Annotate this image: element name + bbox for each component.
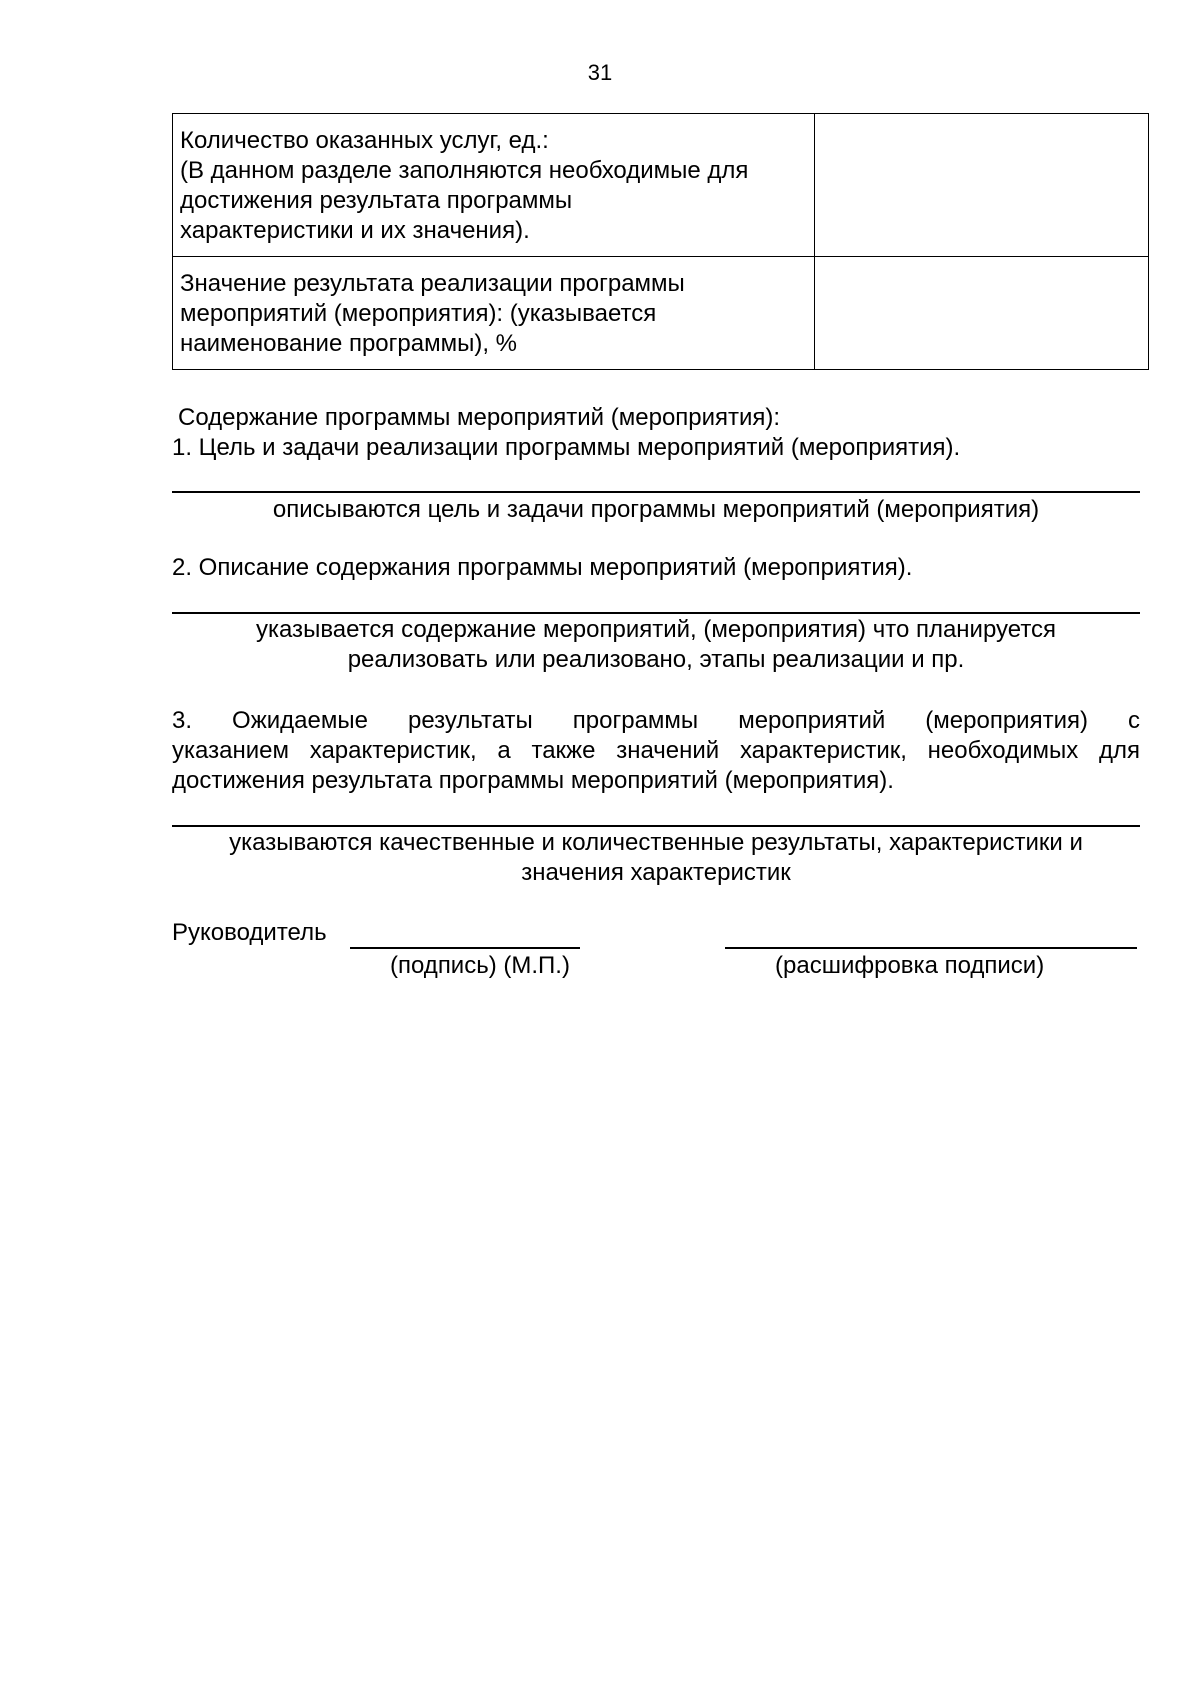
signature-label: Руководитель	[172, 919, 327, 946]
hint-line: указывается содержание мероприятий, (мероприятия) что планируется	[255, 616, 1057, 643]
signature-row	[172, 918, 1140, 952]
item1-fill-line[interactable]	[172, 491, 1140, 493]
hint-line: реализовать или реализовано, этапы реализации и пр.	[347, 646, 965, 673]
table-row	[173, 114, 1149, 257]
hint-line: значения характеристик	[521, 859, 791, 886]
item3-hint	[172, 828, 1140, 888]
signature-decoding-caption: (расшифровка подписи)	[775, 952, 1045, 979]
cell-text-line: Количество оказанных услуг, ед.:	[180, 127, 549, 154]
signature-line[interactable]	[350, 947, 580, 949]
item2-title: 2. Описание содержания программы мероприятий (мероприятия).	[172, 554, 913, 581]
hint-line: указываются качественные и количественные результаты, характеристики и	[229, 829, 1083, 856]
table-label-cell	[173, 257, 815, 370]
table-value-cell[interactable]	[815, 257, 1149, 370]
page-number: 31	[587, 60, 613, 85]
cell-text-line: достижения результата программы	[180, 187, 573, 214]
signature-decoding-line[interactable]	[725, 947, 1137, 949]
item3-title-line: достижения результата программы мероприятий (мероприятия).	[172, 767, 894, 794]
item1-hint: описываются цель и задачи программы мероприятий (мероприятия)	[272, 496, 1040, 523]
signature-caption: (подпись) (М.П.)	[390, 952, 570, 979]
table-row	[173, 257, 1149, 370]
cell-text-line: характеристики и их значения).	[180, 217, 530, 244]
item1-title: 1. Цель и задачи реализации программы мероприятий (мероприятия).	[172, 434, 961, 461]
indicators-table	[172, 113, 1149, 370]
cell-text-line: наименование программы), %	[180, 330, 518, 357]
cell-text-line: мероприятий (мероприятия): (указывается	[180, 300, 657, 327]
item3-title-line: 3. Ожидаемые результаты программы мероприятий (мероприятия) с	[172, 707, 1140, 734]
item3-fill-line[interactable]	[172, 825, 1140, 827]
item2-hint	[172, 615, 1140, 675]
cell-text-line: Значение результата реализации программы	[180, 270, 685, 297]
cell-text-line: (В данном разделе заполняются необходимые для	[180, 157, 749, 184]
table-value-cell[interactable]	[815, 114, 1149, 257]
item3-title-line: указанием характеристик, а также значений характеристик, необходимых для	[172, 737, 1140, 764]
item2-fill-line[interactable]	[172, 612, 1140, 614]
table-label-cell	[173, 114, 815, 257]
item3-title	[172, 706, 1140, 796]
content-heading: Содержание программы мероприятий (мероприятия):	[178, 404, 781, 431]
